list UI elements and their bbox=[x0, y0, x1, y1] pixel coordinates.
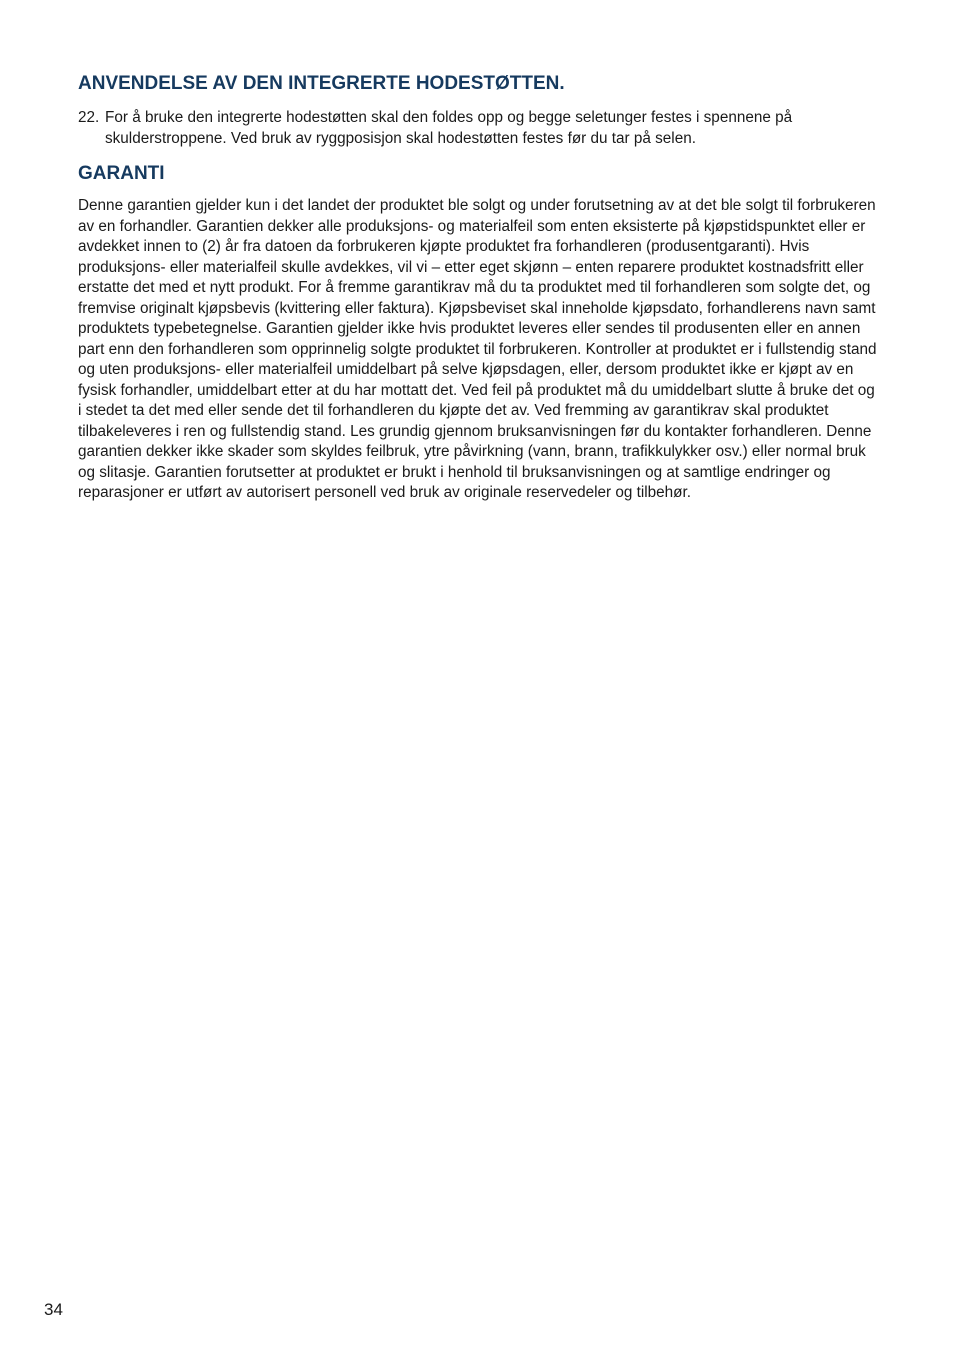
section-title-warranty: GARANTI bbox=[78, 163, 165, 184]
instruction-step bbox=[78, 108, 878, 149]
step-number: 22. bbox=[78, 109, 100, 126]
warranty-body-text: Denne garantien gjelder kun i det landet der produktet ble solgt og under forutsetning av at det ble solgt til forbrukeren av en forhandler. Garantien dekker alle produksjons- og materialfeil som enten eksisterte på kjøpstidspunktet eller er avdekket innen to (2) år fra datoen da forbrukeren kjøpte produktet fra forhandleren (produsentgaranti). Hvis produksjons- eller materialfeil skulle avdekkes, vil vi – etter eget skjønn – enten reparere produktet kostnadsfritt eller erstatte det med et nytt produkt. For å fremme garantikrav må du ta produktet med til forhandleren som solgte det, og fremvise originalt kjøpsbevis (kvittering eller faktura). Kjøpsbeviset skal inneholde kjøpsdato, forhandlerens navn samt produktets typebetegnelse. Garantien gjelder ikke hvis produktet leveres eller sendes til produsenten eller en annen part enn den forhandleren som opprinnelig solgte produktet til forbrukeren. Kontroller at produktet er i fullstendig stand og uten produksjons- eller materialfeil umiddelbart på selve kjøpsdagen, eller, dersom produktet ikke er kjøpt av en fysisk forhandler, umiddelbart etter at du har mottatt det. Ved feil på produktet må du umiddelbart slutte å bruke det og i stedet ta det med eller sende det til forhandleren du kjøpte det av. Ved fremming av garantikrav skal produktet tilbakeleveres i ren og fullstendig stand. Les grundig gjennom bruksanvisningen før du kontakter forhandleren. Denne garantien dekker ikke skader som skyldes feilbruk, ytre påvirkning (vann, brann, trafikkulykker osv.) eller normal bruk og slitasje. Garantien forutsetter at produktet er brukt i henhold til bruksanvisningen og at samtlige endringer og reparasjoner er utført av autorisert personell ved bruk av originale reservedeler og tilbehør. bbox=[78, 197, 877, 501]
step-text: For å bruke den integrerte hodestøtten skal den foldes opp og begge seletunger festes i spennene på skulderstroppene. Ved bruk av ryggposisjon skal hodestøtten festes før du tar på selen. bbox=[105, 109, 793, 147]
page-number: 34 bbox=[44, 1300, 63, 1319]
document-page bbox=[78, 72, 878, 504]
section-title-headrest: ANVENDELSE AV DEN INTEGRERTE HODESTØTTEN. bbox=[78, 73, 565, 94]
